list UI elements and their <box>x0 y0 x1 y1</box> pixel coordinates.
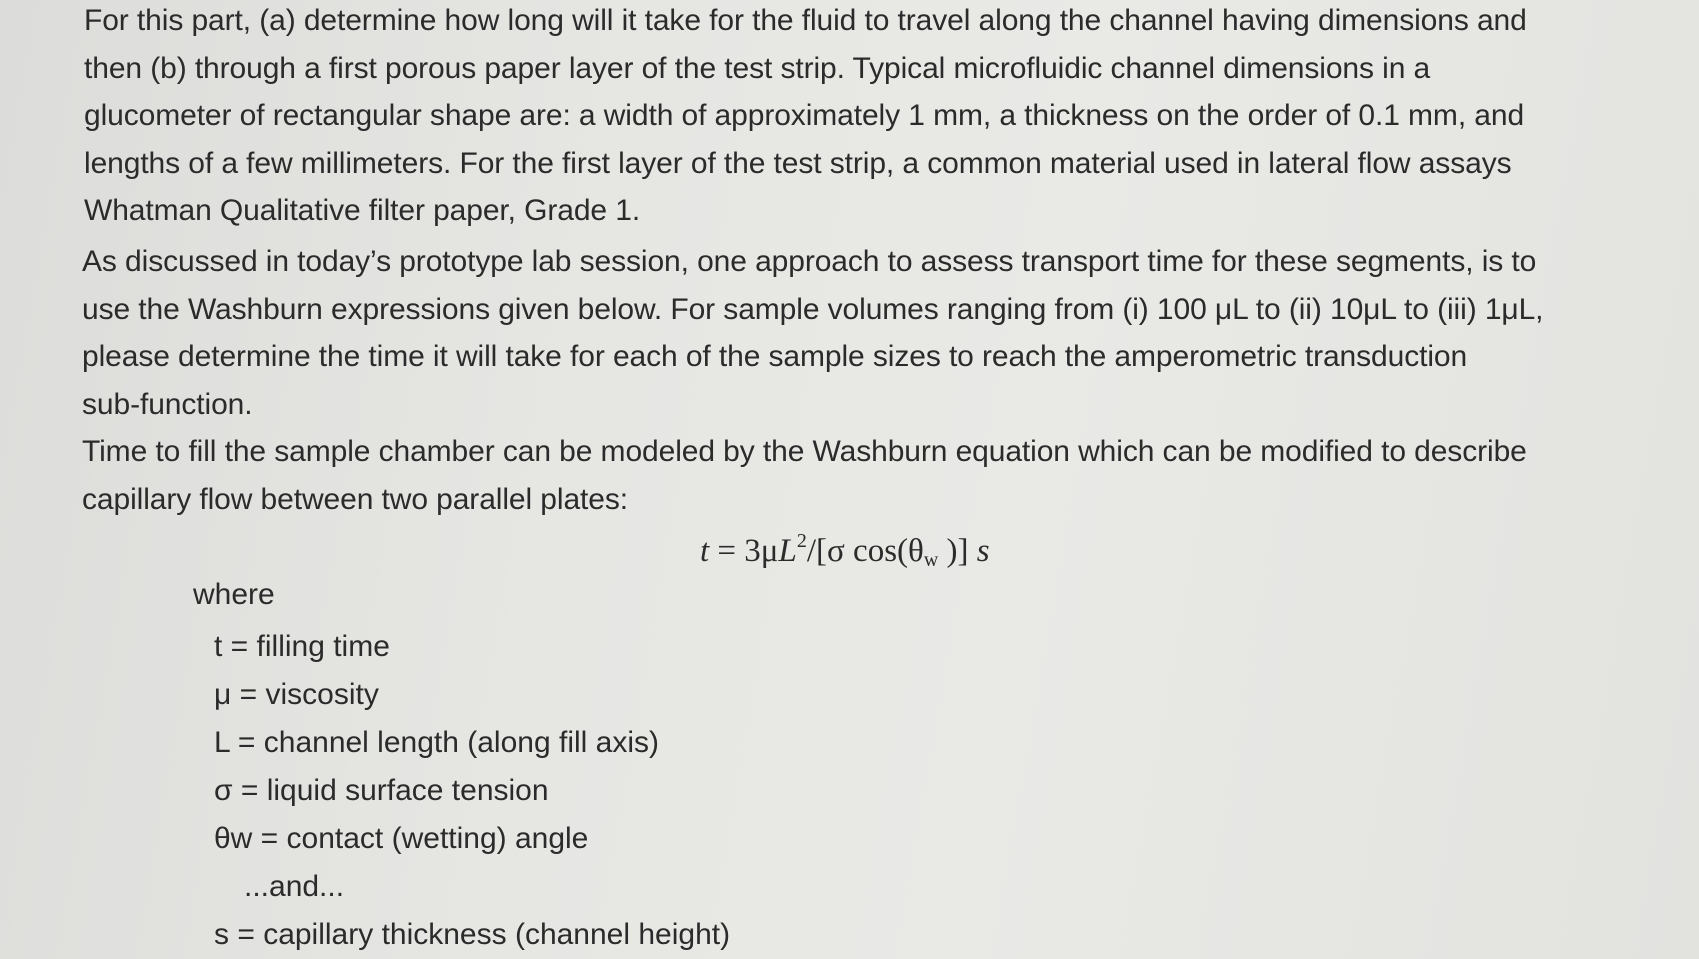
text-line: then (b) through a first porous paper layer of the test strip. Typical microfluidic channel dimensions in a <box>84 51 1431 85</box>
variable-definitions <box>214 623 730 959</box>
washburn-approach-paragraph <box>82 238 1672 428</box>
text-line: glucometer of rectangular shape are: a width of approximately 1 mm, a thickness on the order of 0.1 mm, and <box>84 99 1525 132</box>
fill-time-paragraph <box>82 428 1672 523</box>
text-line: capillary flow between two parallel plates: <box>82 482 628 516</box>
definition-item: ...and... <box>244 870 345 903</box>
equation-length-symbol: L <box>778 533 797 569</box>
definition-item: σ = liquid surface tension <box>214 774 549 807</box>
equation-lhs: t <box>700 533 710 569</box>
text-line: Time to fill the sample chamber can be modeled by the Washburn equation which can be modified to describe <box>82 435 1527 468</box>
problem-intro-paragraph <box>84 0 1674 235</box>
text-line: lengths of a few millimeters. For the first layer of the test strip, a common material used in lateral flow assays <box>84 146 1512 180</box>
text-line: Whatman Qualitative filter paper, Grade 1. <box>84 194 641 227</box>
text-line: please determine the time it will take for each of the sample sizes to reach the amperometric transduction <box>82 340 1468 373</box>
definition-item: μ = viscosity <box>214 678 379 711</box>
text-line: As discussed in today’s prototype lab session, one approach to assess transport time for these segments, is to <box>82 245 1537 278</box>
text-line: For this part, (a) determine how long will it take for the fluid to travel along the channel having dimensions and <box>84 4 1527 37</box>
definition-item: θw = contact (wetting) angle <box>214 822 589 855</box>
equation-exponent: 2 <box>796 530 807 552</box>
definition-item: t = filling time <box>214 630 390 663</box>
definition-item: L = channel length (along fill axis) <box>214 726 659 759</box>
definition-item: s = capillary thickness (channel height) <box>214 918 731 951</box>
equation-tail: )] <box>938 533 977 569</box>
equation-subscript: w <box>923 549 939 571</box>
where-label: where <box>193 578 275 611</box>
equation-middle: /[σ cos(θ <box>806 533 924 569</box>
equation-equals: = 3μ <box>709 533 779 569</box>
washburn-equation <box>700 530 990 572</box>
equation-thickness-symbol: s <box>976 533 990 569</box>
text-line: sub-function. <box>82 387 253 421</box>
text-line: use the Washburn expressions given below. For sample volumes ranging from (i) 100 μL to (ii) 10μL to (iii) 1μL, <box>82 292 1544 326</box>
